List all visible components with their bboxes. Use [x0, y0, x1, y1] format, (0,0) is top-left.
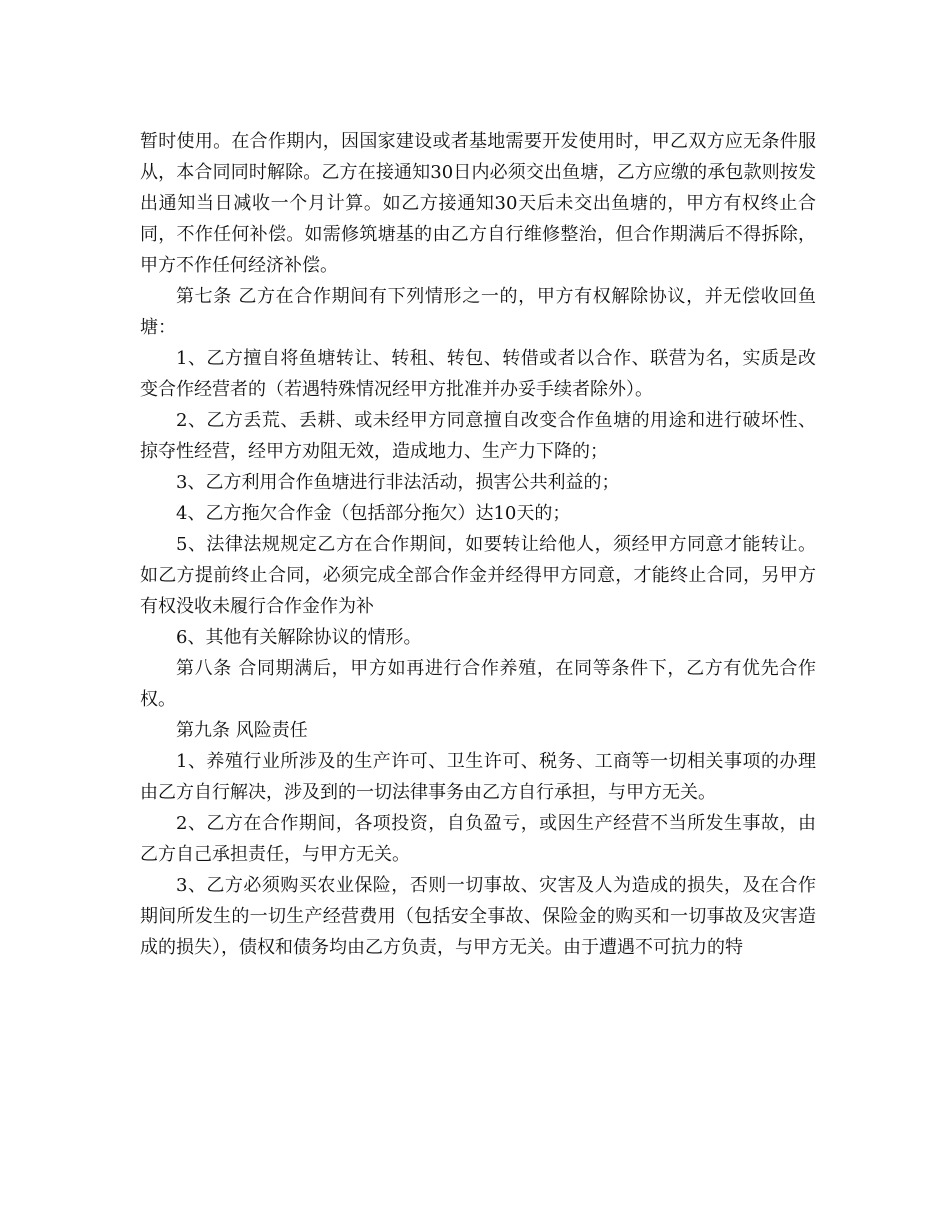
paragraph-article-9-heading: 第九条 风险责任 [176, 720, 308, 741]
paragraph-article-8: 第八条 合同期满后，甲方如再进行合作养殖，在同等条件下，乙方有优先合作权。 [140, 658, 816, 710]
paragraph-article-9-item-1: 1、养殖行业所涉及的生产许可、卫生许可、税务、工商等一切相关事项的办理由乙方自行解决，涉及到的一切法律事务由乙方自行承担，与甲方无关。 [140, 751, 816, 803]
paragraph-article-9-item-3: 3、乙方必须购买农业保险，否则一切事故、灾害及人为造成的损失，及在合作期间所发生的一切生产经营费用（包括安全事故、保险金的购买和一切事故及灾害造成的损失），债权和债务均由乙方负责，与甲方无关。由于遭遇不可抗力的特 [140, 875, 816, 958]
document-body [140, 126, 816, 963]
paragraph-article-7: 第七条 乙方在合作期间有下列情形之一的，甲方有权解除协议，并无偿收回鱼塘： [140, 286, 816, 338]
paragraph-article-7-item-6: 6、其他有关解除协议的情形。 [176, 627, 422, 648]
paragraph-article-9-item-2: 2、乙方在合作期间，各项投资，自负盈亏，或因生产经营不当所发生事故，由乙方自己承担责任，与甲方无关。 [140, 813, 816, 865]
paragraph-continuation: 暂时使用。在合作期内，因国家建设或者基地需要开发使用时，甲乙双方应无条件服从，本合同同时解除。乙方在接通知30日内必须交出鱼塘，乙方应缴的承包款则按发出通知当日减收一个月计算。如乙方接通知30天后未交出鱼塘的，甲方有权终止合同，不作任何补偿。如需修筑塘基的由乙方自行维修整治，但合作期满后不得拆除，甲方不作任何经济补偿。 [140, 131, 816, 276]
paragraph-article-7-item-4: 4、乙方拖欠合作金（包括部分拖欠）达10天的； [176, 503, 571, 524]
paragraph-article-7-item-2: 2、乙方丢荒、丢耕、或未经甲方同意擅自改变合作鱼塘的用途和进行破坏性、掠夺性经营，经甲方劝阻无效，造成地力、生产力下降的； [140, 410, 816, 462]
paragraph-article-7-item-3: 3、乙方利用合作鱼塘进行非法活动，损害公共利益的； [176, 472, 620, 493]
paragraph-article-7-item-1: 1、乙方擅自将鱼塘转让、转租、转包、转借或者以合作、联营为名，实质是改变合作经营者的（若遇特殊情况经甲方批准并办妥手续者除外）。 [140, 348, 816, 400]
paragraph-article-7-item-5: 5、法律法规规定乙方在合作期间，如要转让给他人，须经甲方同意才能转让。如乙方提前终止合同，必须完成全部合作金并经得甲方同意，才能终止合同，另甲方有权没收未履行合作金作为补 [140, 534, 816, 617]
